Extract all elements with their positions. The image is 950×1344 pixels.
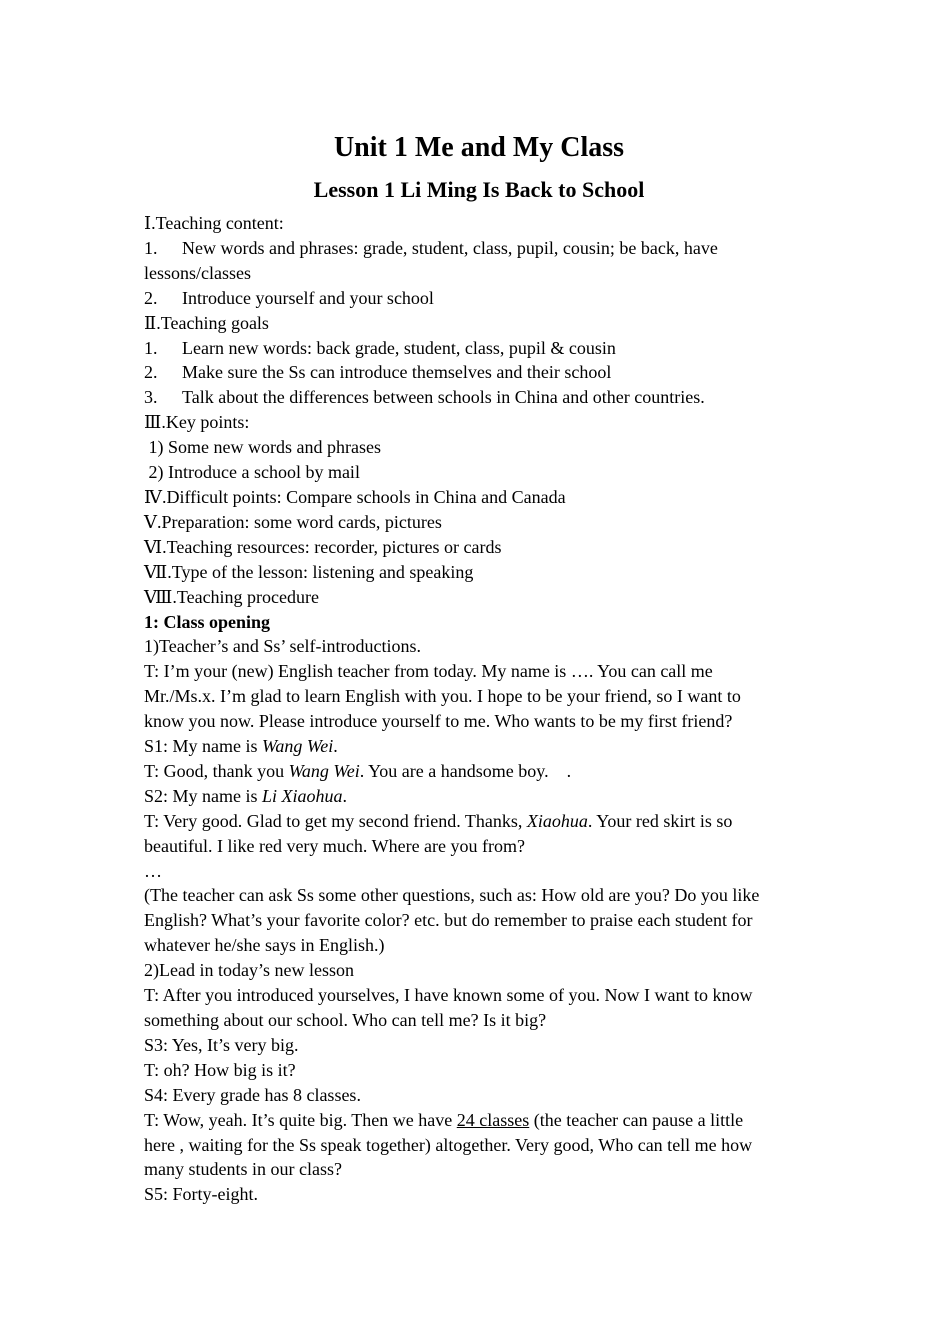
- dialogue-line: T: I’m your (new) English teacher from today. My name is …. You can call me: [144, 661, 713, 682]
- dialogue-line: [144, 734, 814, 759]
- student-name: Xiaohua: [526, 810, 588, 831]
- dialogue-line: [144, 784, 814, 809]
- procedure-step: 1)Teacher’s and Ss’ self-introductions.: [144, 636, 421, 657]
- list-number: 2.: [144, 287, 158, 308]
- dialogue-text: .: [342, 785, 348, 806]
- dialogue-line: Mr./Ms.x. I’m glad to learn English with you. I hope to be your friend, so I want to: [144, 686, 741, 707]
- dialogue-line: many students in our class?: [144, 1159, 342, 1180]
- list-number: 3.: [144, 387, 158, 408]
- list-item: [144, 336, 814, 361]
- teacher-note: (The teacher can ask Ss some other questions, such as: How old are you? Do you like: [144, 885, 760, 906]
- dialogue-line: beautiful. I like red very much. Where are you from?: [144, 835, 526, 856]
- section-teaching-resources: Ⅵ.Teaching resources: recorder, pictures or cards: [144, 536, 502, 557]
- student-name: Li Xiaohua: [262, 785, 343, 806]
- dialogue-line: T: After you introduced yourselves, I have known some of you. Now I want to know: [144, 985, 753, 1006]
- dialogue-line: S4: Every grade has 8 classes.: [144, 1084, 361, 1105]
- list-text: Talk about the differences between schools in China and other countries.: [182, 387, 705, 408]
- list-text: New words and phrases: grade, student, class, pupil, cousin; be back, have: [182, 237, 718, 258]
- section-lesson-type: Ⅶ.Type of the lesson: listening and speaking: [144, 561, 474, 582]
- student-name: Wang Wei: [262, 736, 334, 757]
- section-difficult-points: Ⅳ.Difficult points: Compare schools in China and Canada: [144, 486, 566, 507]
- list-item: [144, 286, 814, 311]
- dialogue-line: T: oh? How big is it?: [144, 1059, 296, 1080]
- teacher-note: English? What’s your favorite color? etc. but do remember to praise each student for: [144, 910, 753, 931]
- section-teaching-content: Ⅰ.Teaching content:: [144, 213, 284, 233]
- list-item: [144, 236, 814, 261]
- lesson-body: [144, 211, 814, 1207]
- section-key-points: Ⅲ.Key points:: [144, 412, 250, 433]
- list-text: Make sure the Ss can introduce themselves and their school: [182, 362, 612, 383]
- dialogue-text: . Your red skirt is so: [587, 810, 733, 831]
- dialogue-text: (the teacher can pause a little: [529, 1109, 744, 1130]
- key-point: 1) Some new words and phrases: [144, 437, 381, 458]
- dialogue-line: here , waiting for the Ss speak together) altogether. Very good, Who can tell me how: [144, 1134, 753, 1155]
- section-teaching-procedure: Ⅷ.Teaching procedure: [144, 586, 320, 607]
- ellipsis: …: [144, 860, 162, 881]
- dialogue-text: T: Wow, yeah. It’s quite big. Then we have: [144, 1109, 457, 1130]
- dialogue-text: . You are a handsome boy. .: [359, 760, 572, 781]
- underlined-phrase: 24 classes: [456, 1109, 530, 1130]
- dialogue-line: something about our school. Who can tell me? Is it big?: [144, 1010, 547, 1030]
- section-teaching-goals: Ⅱ.Teaching goals: [144, 312, 269, 333]
- dialogue-line: [144, 759, 814, 784]
- dialogue-line: S3: Yes, It’s very big.: [144, 1034, 299, 1055]
- list-number: 2.: [144, 362, 158, 383]
- list-number: 1.: [144, 337, 158, 358]
- lesson-title: Lesson 1 Li Ming Is Back to School: [313, 177, 645, 202]
- list-number: 1.: [144, 237, 158, 258]
- dialogue-text: .: [333, 736, 338, 757]
- dialogue-text: T: Very good. Glad to get my second friend. Thanks,: [144, 810, 527, 831]
- procedure-step: 2)Lead in today’s new lesson: [144, 960, 354, 981]
- list-item: [144, 360, 814, 385]
- dialogue-line: [144, 1108, 814, 1133]
- document-page: [144, 128, 814, 1207]
- dialogue-text: T: Good, thank you: [144, 760, 289, 781]
- list-item: [144, 385, 814, 410]
- dialogue-line: S5: Forty-eight.: [144, 1184, 259, 1205]
- unit-title: Unit 1 Me and My Class: [333, 132, 625, 163]
- dialogue-text: S2: My name is: [144, 785, 263, 806]
- dialogue-text: S1: My name is: [144, 736, 263, 757]
- step-class-opening: 1: Class opening: [144, 611, 271, 632]
- list-item-continuation: lessons/classes: [144, 262, 251, 283]
- dialogue-line: know you now. Please introduce yourself to me. Who wants to be my first friend?: [144, 711, 733, 732]
- dialogue-line: [144, 809, 814, 834]
- teacher-note: whatever he/she says in English.): [144, 935, 385, 956]
- section-preparation: Ⅴ.Preparation: some word cards, pictures: [144, 511, 442, 532]
- list-text: Learn new words: back grade, student, class, pupil & cousin: [182, 337, 616, 358]
- student-name: Wang Wei: [288, 760, 360, 781]
- key-point: 2) Introduce a school by mail: [144, 462, 360, 483]
- list-text: Introduce yourself and your school: [182, 287, 434, 308]
